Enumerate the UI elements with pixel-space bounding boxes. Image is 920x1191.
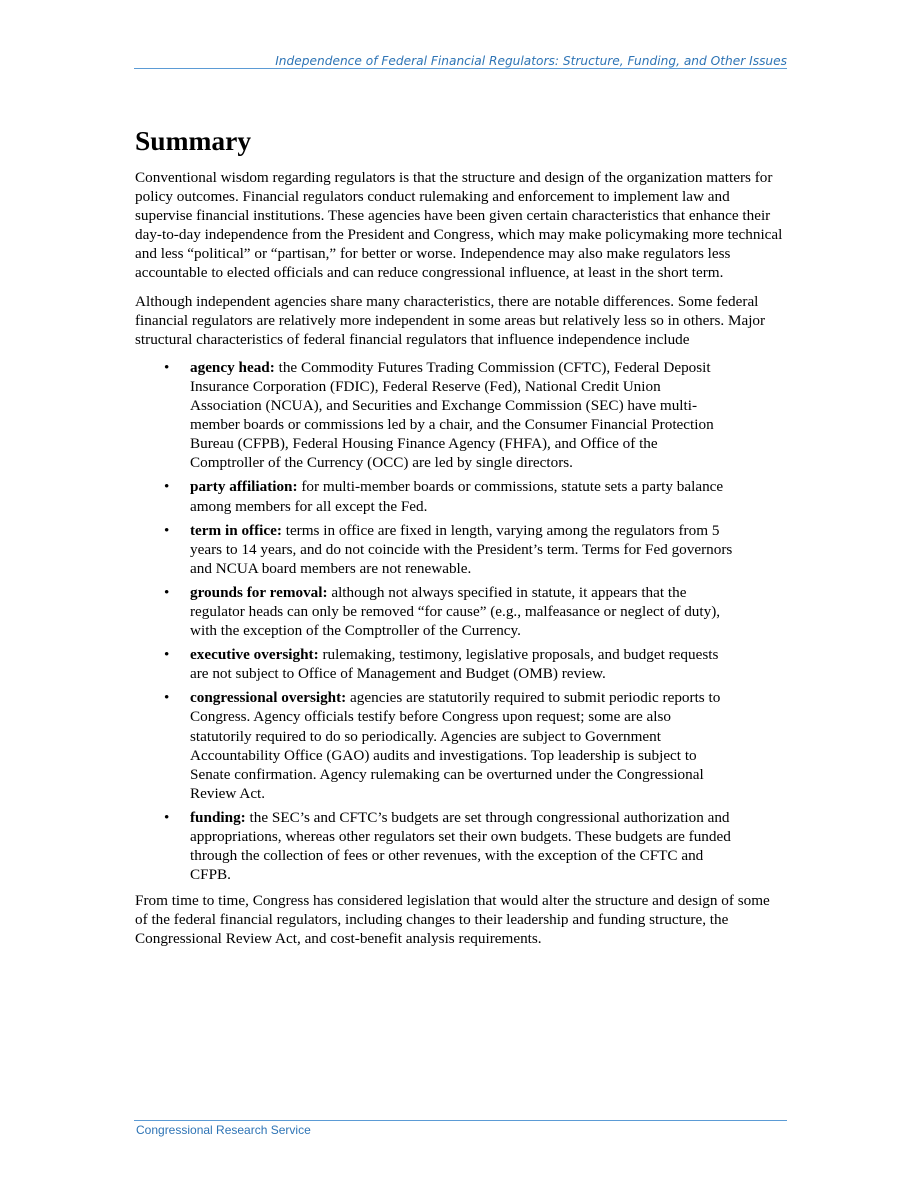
item-term: executive oversight:	[190, 646, 319, 664]
item-text: rulemaking, testimony, legislative proposals, and budget requests are not subject to Office of Management and Budget (OMB) review.	[190, 646, 719, 683]
item-term: agency head:	[190, 358, 275, 376]
summary-section	[135, 124, 785, 958]
list-item-grounds-for-removal	[135, 583, 785, 640]
item-term: funding:	[190, 808, 246, 826]
item-term: grounds for removal:	[190, 583, 328, 601]
bullet-icon: •	[164, 358, 170, 376]
list-item-congressional-oversight	[135, 688, 785, 803]
bullet-icon: •	[164, 521, 170, 539]
bullet-icon: •	[164, 808, 170, 826]
item-text: the Commodity Futures Trading Commission (CFTC), Federal Deposit Insurance Corporation (FDIC), Federal Reserve (Fed), National Credit Union Association (NCUA), and Securities and Exchange Commission (SEC) have multi-member boards or commissions led by a chair, and the Consumer Financial Protection Bureau (CFPB), Federal Housing Finance Agency (FHFA), and Office of the Comptroller of the Currency (OCC) are led by single directors.	[190, 358, 714, 472]
item-text: the SEC’s and CFTC’s budgets are set through congressional authorization and appropriations, whereas other regulators set their own budgets. These budgets are funded through the collection of fees or other revenues, with the exception of the CFTC and CFPB.	[190, 808, 731, 884]
bullet-icon: •	[164, 478, 170, 496]
item-text: agencies are statutorily required to submit periodic reports to Congress. Agency officials testify before Congress upon request; some are also statutorily required to do so periodically. Agencies are subject to Government Accountability Office (GAO) audits and investigations. Top leadership is subject to Senate confirmation. Agency rulemaking can be overturned under the Congressional Review Act.	[190, 689, 721, 802]
bullet-icon: •	[164, 646, 170, 664]
summary-paragraph-2: Although independent agencies share many characteristics, there are notable differences. Some federal financial regulators are relatively more independent in some areas but relatively less so in others. Major structural characteristics of federal financial regulators that influence independence include	[135, 292, 766, 348]
list-item-executive-oversight	[135, 645, 785, 683]
bullet-icon: •	[164, 583, 170, 601]
bullet-icon: •	[164, 689, 170, 707]
item-text: although not always specified in statute, it appears that the regulator heads can only be removed “for cause” (e.g., malfeasance or neglect of duty), with the exception of the Comptroller of the Currency.	[190, 583, 721, 640]
item-term: congressional oversight:	[190, 689, 347, 707]
running-header: Independence of Federal Financial Regulators: Structure, Funding, and Other Issues	[275, 54, 787, 68]
summary-paragraph-1: Conventional wisdom regarding regulators is that the structure and design of the organization matters for policy outcomes. Financial regulators conduct rulemaking and enforcement to implement law and supervise financial institutions. These agencies have been given certain characteristics that enhance their day-to-day independence from the President and Congress, which may make policymaking more technical and less “political” or “partisan,” for better or worse. Independence may also make regulators less accountable to elected officials and can reduce congressional influence, at least in the short term.	[135, 169, 783, 282]
summary-heading: Summary	[135, 125, 252, 156]
list-item-party-affiliation	[135, 477, 785, 515]
list-item-funding	[135, 808, 785, 884]
characteristics-list	[135, 358, 785, 884]
summary-paragraph-3: From time to time, Congress has considered legislation that would alter the structure and design of some of the federal financial regulators, including changes to their leadership and funding structure, the Congressional Review Act, and cost-benefit analysis requirements.	[135, 892, 770, 948]
footer-rule	[134, 1120, 787, 1121]
item-text: terms in office are fixed in length, varying among the regulators from 5 years to 14 years, and do not coincide with the President’s term. Terms for Fed governors and NCUA board members are not renewable.	[190, 521, 733, 577]
item-term: term in office:	[190, 521, 282, 539]
list-item-agency-head	[135, 358, 785, 473]
footer-publisher: Congressional Research Service	[136, 1123, 311, 1137]
list-item-term-in-office	[135, 521, 785, 578]
item-term: party affiliation:	[190, 478, 298, 496]
header-rule	[134, 68, 787, 69]
item-text: for multi-member boards or commissions, statute sets a party balance among members for all except the Fed.	[190, 478, 724, 515]
